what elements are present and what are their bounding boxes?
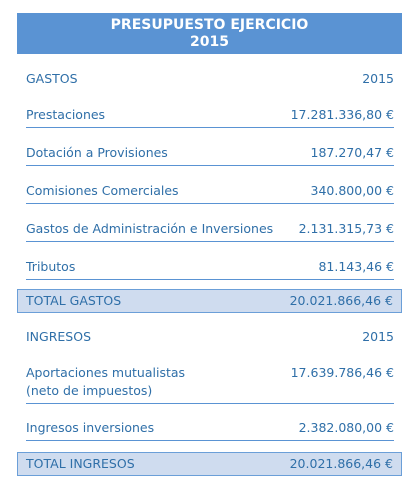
expense-row bbox=[26, 182, 394, 204]
header-title: PRESUPUESTO EJERCICIO bbox=[110, 17, 309, 33]
income-label bbox=[26, 364, 185, 400]
total-ingresos-label: TOTAL INGRESOS bbox=[26, 456, 135, 471]
expense-value: 81.143,46 € bbox=[318, 259, 394, 274]
expense-label: Tributos bbox=[26, 259, 76, 274]
income-label-line1: Aportaciones mutualistas bbox=[26, 365, 186, 380]
ingresos-year: 2015 bbox=[362, 329, 394, 344]
expense-value: 187.270,47 € bbox=[310, 145, 394, 160]
expense-label: Prestaciones bbox=[26, 107, 106, 122]
gastos-heading: GASTOS bbox=[26, 71, 78, 86]
expense-value: 17.281.336,80 € bbox=[290, 107, 394, 122]
gastos-year: 2015 bbox=[362, 71, 394, 86]
expense-label: Dotación a Provisiones bbox=[26, 145, 168, 160]
total-gastos-value: 20.021.866,46 € bbox=[289, 293, 393, 308]
budget-header bbox=[17, 13, 402, 54]
expense-row bbox=[26, 220, 394, 242]
header-year: 2015 bbox=[190, 34, 229, 50]
expense-value: 340.800,00 € bbox=[310, 183, 394, 198]
ingresos-heading-row bbox=[26, 328, 394, 348]
expense-row bbox=[26, 258, 394, 280]
income-value: 2.382.080,00 € bbox=[298, 420, 394, 435]
expense-label: Gastos de Administración e Inversiones bbox=[26, 221, 274, 236]
expense-label: Comisiones Comerciales bbox=[26, 183, 179, 198]
expense-row bbox=[26, 106, 394, 128]
total-gastos-label: TOTAL GASTOS bbox=[26, 293, 122, 308]
total-ingresos-value: 20.021.866,46 € bbox=[289, 456, 393, 471]
ingresos-heading: INGRESOS bbox=[26, 329, 92, 344]
income-row bbox=[26, 364, 394, 404]
total-ingresos-row bbox=[17, 452, 402, 476]
expense-row bbox=[26, 144, 394, 166]
income-value: 17.639.786,46 € bbox=[290, 365, 394, 380]
expense-value: 2.131.315,73 € bbox=[298, 221, 394, 236]
total-gastos-row bbox=[17, 289, 402, 313]
income-label-line2: (neto de impuestos) bbox=[26, 383, 153, 398]
income-label: Ingresos inversiones bbox=[26, 420, 155, 435]
income-row bbox=[26, 419, 394, 441]
gastos-heading-row bbox=[26, 70, 394, 90]
